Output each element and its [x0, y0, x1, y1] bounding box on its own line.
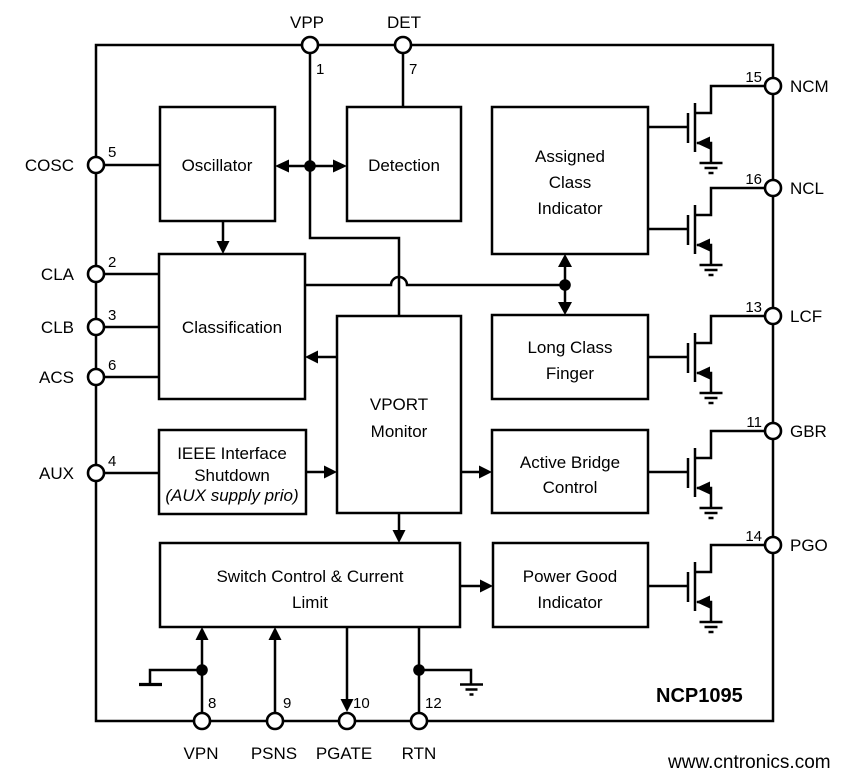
- pin-psns-circle: [267, 713, 283, 729]
- nmos-pgo: [648, 545, 765, 632]
- pin-rtn-label: RTN: [401, 744, 437, 763]
- vport-monitor-box: [337, 316, 461, 513]
- pin-clb-circle: [88, 319, 104, 335]
- nmos-ncl: [648, 188, 765, 275]
- pin-det-circle: [395, 37, 411, 53]
- nmos-ncl-drain: [695, 188, 765, 215]
- mosfets: [648, 86, 765, 632]
- aci-label-3: Indicator: [537, 199, 603, 218]
- blocks: [159, 107, 648, 627]
- pin-ncm-circle: [765, 78, 781, 94]
- pin-lcf: [745, 299, 822, 326]
- pin-pgo-number: 14: [745, 528, 762, 545]
- ground-symbol-lcf: [700, 393, 723, 403]
- nmos-ncm: [648, 86, 765, 173]
- pin-cla-circle: [88, 266, 104, 282]
- vpn-ground-wire: [150, 670, 202, 684]
- nmos-lcf-source-arrow: [696, 367, 710, 380]
- pin-vpn-label: VPN: [183, 744, 219, 763]
- vport-label-2: Monitor: [370, 422, 428, 441]
- pin-rtn-circle: [411, 713, 427, 729]
- pin-cla-label: CLA: [40, 265, 74, 284]
- pin-gbr: [746, 414, 826, 441]
- nmos-gbr-drain: [695, 431, 765, 458]
- nmos-lcf: [648, 316, 765, 403]
- pin-lcf-label: LCF: [790, 307, 823, 326]
- pin-ncl: [745, 171, 824, 198]
- ieee-label-1: IEEE Interface: [177, 444, 287, 463]
- pin-ncl-label: NCL: [790, 179, 825, 198]
- nmos-gbr-source-arrow: [696, 482, 710, 495]
- pin-pgo-label: PGO: [790, 536, 828, 555]
- pin-aux-number: 4: [108, 453, 117, 470]
- long-class-finger-block: [492, 315, 648, 399]
- classification-block: [159, 254, 305, 399]
- pin-cosc-label: COSC: [24, 156, 74, 175]
- pin-ncm-label: NCM: [790, 77, 829, 96]
- vport-label-1: VPORT: [369, 395, 429, 414]
- pin-rtn-number: 12: [425, 695, 442, 712]
- ground-symbol-ncm: [700, 163, 723, 173]
- arrow-into-abc-left: [479, 466, 492, 479]
- pin-det-number: 7: [409, 61, 418, 78]
- pin-cla: [41, 254, 116, 284]
- pin-pgate-circle: [339, 713, 355, 729]
- detection-block: [347, 107, 461, 221]
- pin-vpp-circle: [302, 37, 318, 53]
- ieee-interface-shutdown-block: [159, 430, 306, 514]
- detection-label: Detection: [368, 156, 440, 175]
- nmos-pgo-source-arrow: [696, 596, 710, 609]
- ground-symbol-ncl: [700, 265, 723, 275]
- pin-acs: [39, 357, 116, 387]
- ieee-label-3: (AUX supply prio): [165, 486, 299, 505]
- pin-pgo: [745, 528, 827, 555]
- pin-ncm: [745, 69, 828, 96]
- pin-acs-circle: [88, 369, 104, 385]
- pin-gbr-label: GBR: [790, 422, 827, 441]
- pin-cosc-number: 5: [108, 144, 117, 161]
- pin-clb: [41, 307, 116, 337]
- aci-label-2: Class: [548, 173, 592, 192]
- pin-pgate-number: 10: [353, 695, 370, 712]
- oscillator-block: [160, 107, 275, 221]
- rtn-ground-wire: [419, 670, 471, 684]
- pin-aux: [39, 453, 116, 483]
- pin-clb-number: 3: [108, 307, 117, 324]
- sccl-label-2: Limit: [292, 593, 328, 612]
- nmos-ncm-drain: [695, 86, 765, 113]
- pin-pgate-label: PGATE: [315, 744, 373, 763]
- wire-classification-hop: [305, 277, 565, 285]
- pin-ncl-number: 16: [745, 171, 762, 188]
- chip-name: NCP1095: [656, 685, 743, 707]
- pin-pgo-circle: [765, 537, 781, 553]
- arrow-vpn-up: [196, 627, 209, 640]
- pin-ncl-circle: [765, 180, 781, 196]
- nmos-pgo-drain: [695, 545, 765, 572]
- long-class-finger-box: [492, 315, 648, 399]
- pgi-label-1: Power Good: [522, 567, 618, 586]
- arrow-into-detection: [333, 160, 347, 173]
- nmos-lcf-drain: [695, 316, 765, 343]
- pin-cla-number: 2: [108, 254, 117, 271]
- nmos-ncl-source-arrow: [696, 239, 710, 252]
- arrow-into-lcf-top: [558, 302, 572, 315]
- pin-gbr-number: 11: [746, 414, 762, 431]
- sccl-label-1: Switch Control & Current: [216, 567, 404, 586]
- nmos-ncm-source-arrow: [696, 137, 710, 150]
- assigned-class-indicator-block: [492, 107, 648, 254]
- abc-label-2: Control: [542, 478, 598, 497]
- pgi-label-2: Indicator: [537, 593, 603, 612]
- power-good-indicator-block: [493, 543, 648, 627]
- pin-psns-label: PSNS: [250, 744, 298, 763]
- arrow-psns-up: [269, 627, 282, 640]
- arrow-into-sccl-top: [393, 530, 406, 543]
- watermark: www.cntronics.com: [668, 752, 831, 773]
- arrow-into-classification-right: [305, 351, 318, 364]
- pin-aux-label: AUX: [39, 464, 74, 483]
- abc-label-1: Active Bridge: [519, 453, 621, 472]
- ground-symbol-pgo: [700, 622, 723, 632]
- arrow-into-oscillator: [275, 160, 289, 173]
- switch-control-current-limit-block: [160, 543, 460, 627]
- pin-cosc-circle: [88, 157, 104, 173]
- vport-monitor-block: [337, 316, 461, 513]
- pin-clb-label: CLB: [40, 318, 74, 337]
- pin-vpn-circle: [194, 713, 210, 729]
- oscillator-label: Oscillator: [181, 156, 253, 175]
- pin-rtn: [402, 695, 442, 763]
- pin-lcf-circle: [765, 308, 781, 324]
- nmos-gbr: [648, 431, 765, 518]
- ground-stub-vpn: [139, 670, 202, 685]
- active-bridge-control-block: [492, 430, 648, 513]
- junction-classification-aci-lcf: [559, 279, 571, 291]
- pin-vpp-number: 1: [316, 61, 325, 78]
- pin-det-label: DET: [387, 13, 421, 32]
- arrow-pgate-down: [341, 699, 354, 712]
- pin-acs-label: ACS: [39, 368, 74, 387]
- aci-label-1: Assigned: [535, 147, 605, 166]
- arrow-into-vport-left: [324, 466, 337, 479]
- lcf-label-2: Finger: [545, 364, 595, 383]
- pin-vpn-number: 8: [208, 695, 217, 712]
- ground-symbol-gbr: [700, 508, 723, 518]
- pin-aux-circle: [88, 465, 104, 481]
- lcf-label-1: Long Class: [527, 338, 613, 357]
- ieee-label-2: Shutdown: [194, 466, 270, 485]
- pin-ncm-number: 15: [745, 69, 762, 86]
- arrow-into-pgi-left: [480, 580, 493, 593]
- pin-psns-number: 9: [283, 695, 292, 712]
- junction-vpn-ground: [196, 664, 208, 676]
- junction-rtn-ground: [413, 664, 425, 676]
- arrow-into-classification-top: [217, 241, 230, 254]
- ground-stub-rtn: [419, 670, 483, 695]
- pin-cosc: [25, 144, 116, 175]
- classification-label: Classification: [181, 318, 283, 337]
- pin-gbr-circle: [765, 423, 781, 439]
- pin-vpp-label: VPP: [289, 13, 325, 32]
- pin-acs-number: 6: [108, 357, 117, 374]
- junction-vpp-osc-det: [304, 160, 316, 172]
- pin-lcf-number: 13: [745, 299, 762, 316]
- arrow-into-aci-bottom: [558, 254, 572, 267]
